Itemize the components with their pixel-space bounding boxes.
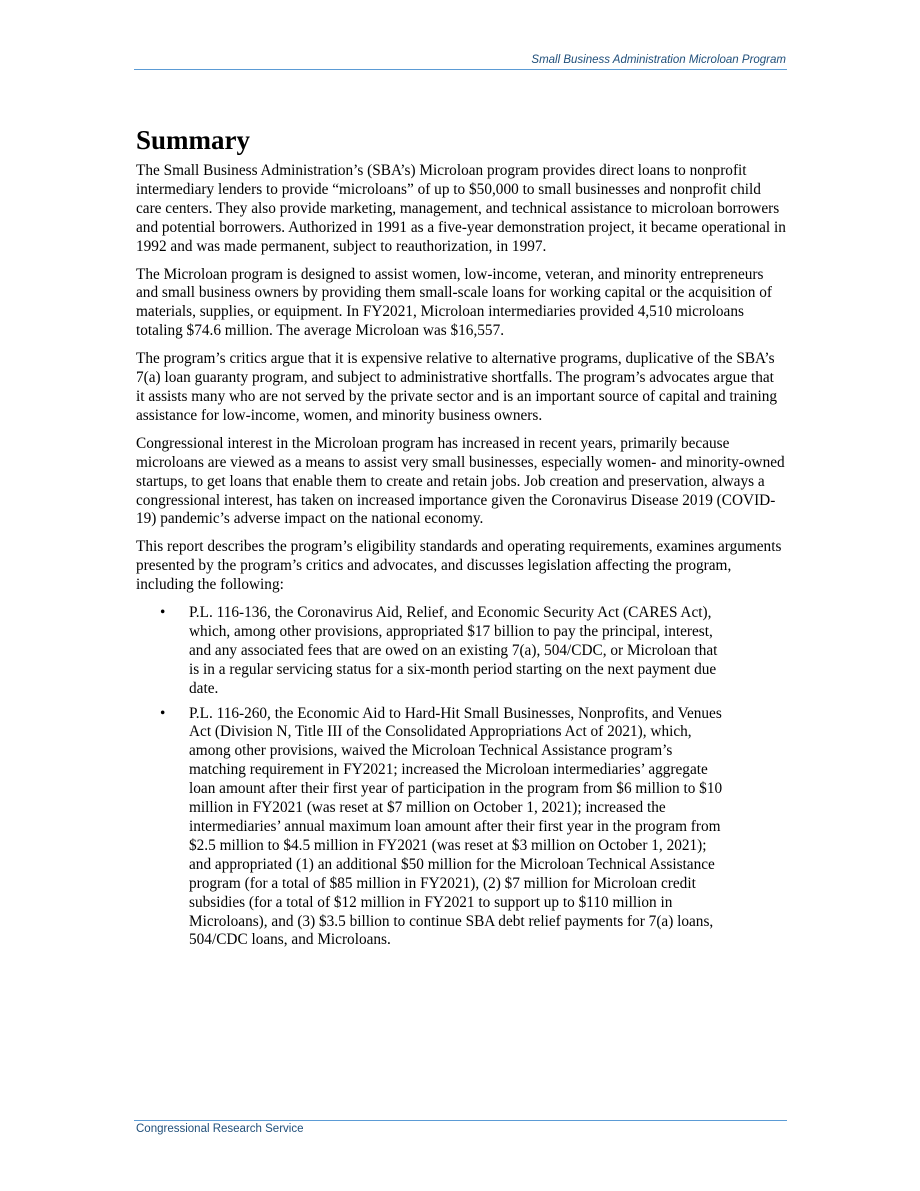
bullet-icon: • <box>160 704 166 722</box>
section-title: Summary <box>136 125 250 155</box>
footer-divider <box>134 1120 787 1121</box>
summary-paragraph-2: The Microloan program is designed to assist women, low-income, veteran, and minority entrepreneurs and small business owners by providing them small-scale loans for working capital or the acquisition of materials, supplies, or equipment. In FY2021, Microloan intermediaries provided 4,510 microloans totaling $74.6 million. The average Microloan was $16,557. <box>136 265 772 340</box>
list-item <box>136 604 729 699</box>
bullet-icon: • <box>160 604 166 622</box>
running-header-title: Small Business Administration Microloan Program <box>531 54 786 66</box>
summary-paragraph-4: Congressional interest in the Microloan program has increased in recent years, primarily because microloans are viewed as a means to assist very small businesses, especially women- and minority-owned startups, to get loans that enable them to create and retain jobs. Job creation and preservation, always a congressional interest, has taken on increased importance given the Coronavirus Disease 2019 (COVID-19) pandemic’s adverse impact on the national economy. <box>136 434 785 528</box>
summary-paragraph-1: The Small Business Administration’s (SBA’s) Microloan program provides direct loans to nonprofit intermediary lenders to provide “microloans” of up to $50,000 to small businesses and nonprofit child care centers. They also provide marketing, management, and technical assistance to microloan borrowers and potential borrowers. Authorized in 1991 as a five-year demonstration project, it became operational in 1992 and was made permanent, subject to reauthorization, in 1997. <box>136 162 786 255</box>
summary-section <box>136 122 786 956</box>
summary-paragraph-5: This report describes the program’s eligibility standards and operating requirements, examines arguments presented by the program’s critics and advocates, and discusses legislation affecting the program, including the following: <box>136 538 782 594</box>
list-item-text: P.L. 116-136, the Coronavirus Aid, Relief, and Economic Security Act (CARES Act), which, among other provisions, appropriated $17 billion to pay the principal, interest, and any associated fees that are owed on an existing 7(a), 504/CDC, or Microloan that is in a regular servicing status for a six-month period starting on the next payment due date. <box>189 604 718 697</box>
list-item <box>136 705 729 951</box>
header-divider <box>134 69 787 70</box>
legislation-list <box>136 604 786 950</box>
footer-publisher: Congressional Research Service <box>136 1123 304 1135</box>
list-item-text: P.L. 116-260, the Economic Aid to Hard-Hit Small Businesses, Nonprofits, and Venues Act (Division N, Title III of the Consolidated Appropriations Act of 2021), which, among other provisions, waived the Microloan Technical Assistance program’s matching requirement in FY2021; increased the Microloan intermediaries’ aggregate loan amount after their first year of participation in the program from $6 million to $10 million in FY2021 (was reset at $7 million on October 1, 2021); increased the intermediaries’ annual maximum loan amount after their first year in the program from $2.5 million to $4.5 million in FY2021 (was reset at $3 million on October 1, 2021); and appropriated (1) an additional $50 million for the Microloan Technical Assistance program (for a total of $85 million in FY2021), (2) $7 million for Microloan credit subsidies (for a total of $12 million in FY2021 to support up to $110 million in Microloans), and (3) $3.5 billion to continue SBA debt relief payments for 7(a) loans, 504/CDC loans, and Microloans. <box>189 704 723 949</box>
summary-paragraph-3: The program’s critics argue that it is expensive relative to alternative programs, duplicative of the SBA’s 7(a) loan guaranty program, and subject to administrative shortfalls. The program’s advocates argue that it assists many who are not served by the private sector and is an important source of capital and training assistance for low-income, women, and minority business owners. <box>136 350 778 424</box>
